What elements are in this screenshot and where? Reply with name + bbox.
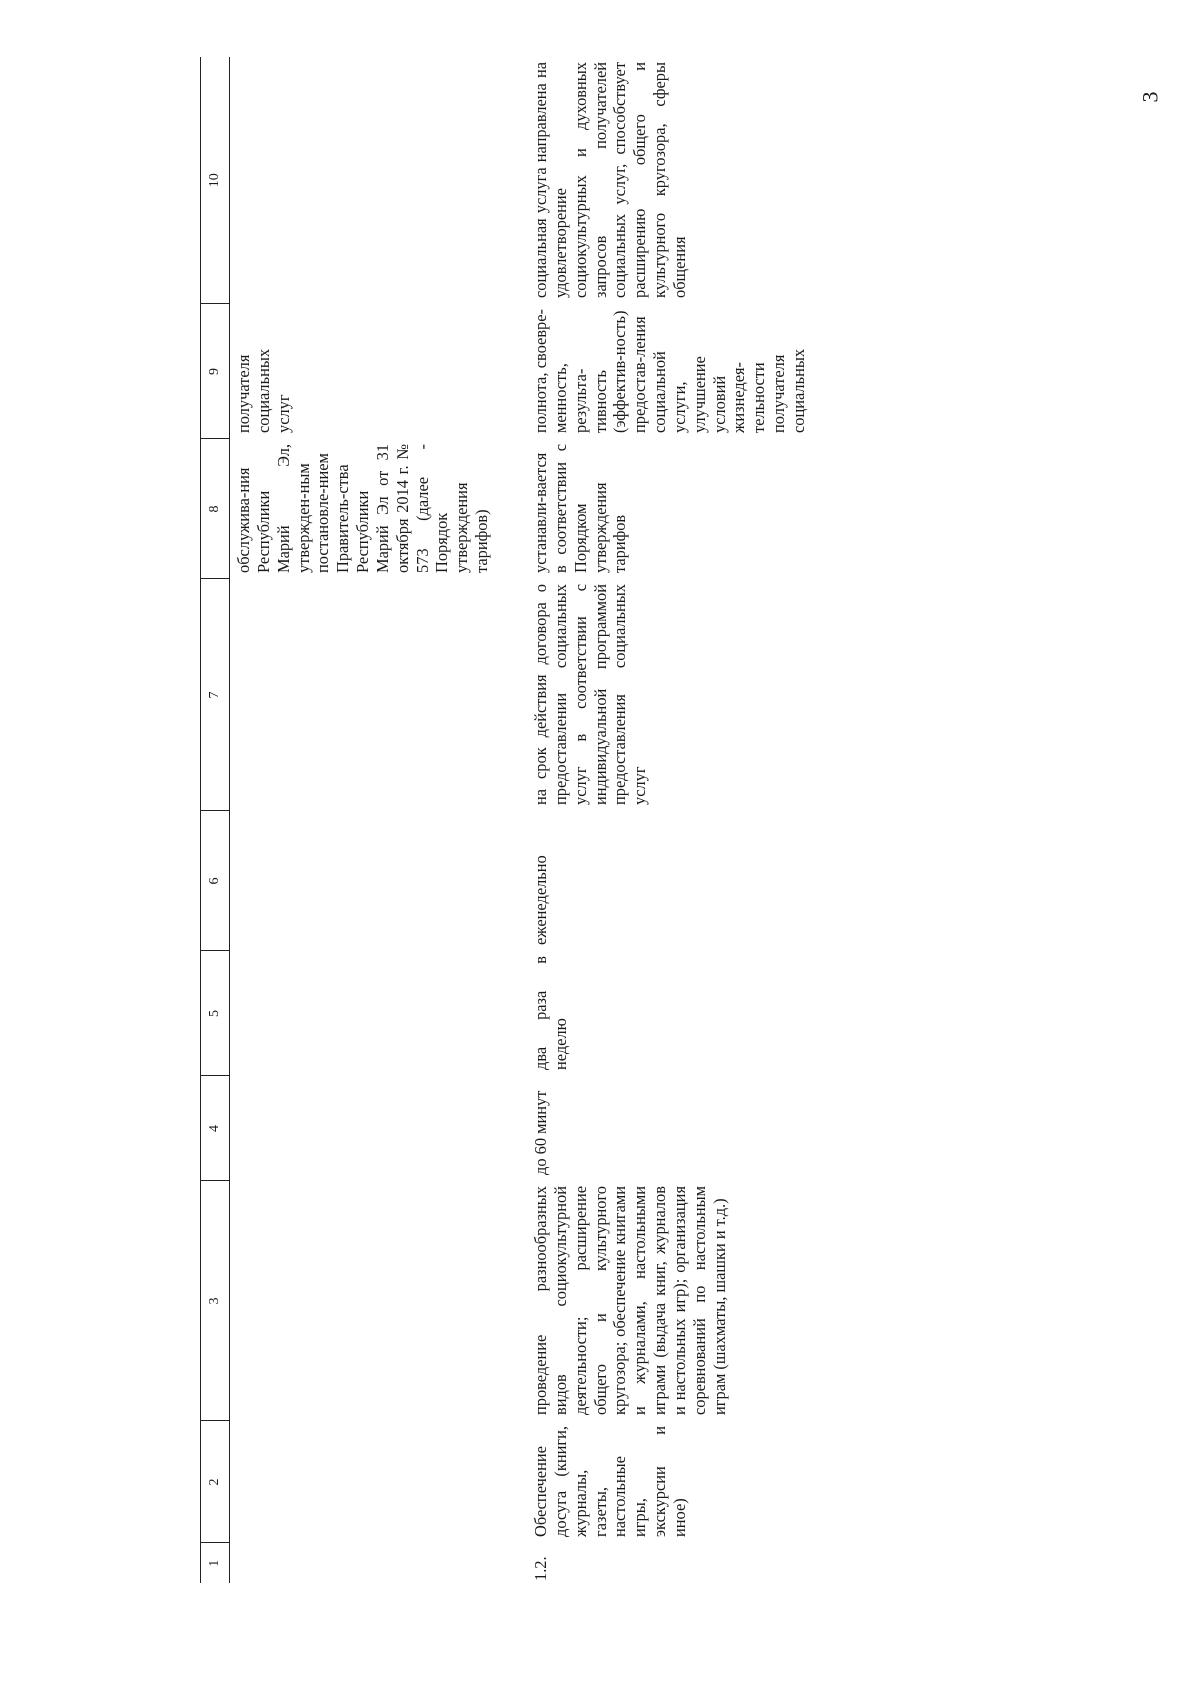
duration-cell: до 60 минут <box>531 1090 550 1175</box>
frequency-cell: два раза в неделю <box>531 956 570 1070</box>
quality-cell: полнота, своевре-менность, результа-тивность (эффектив-ность) предостав-ления социальной услуги, улучшение условий жизнедея-тельности получателя социальных <box>531 309 808 433</box>
col-header-9: 9 <box>201 304 230 439</box>
conditions-cell: социальная услуга направлена на удовлетворение социокультурных и духовных запросов получателей социальных услуг, способствует расширению общего и культурного кругозора, сферы общения <box>531 62 689 298</box>
col-header-6: 6 <box>201 811 230 951</box>
continuation-row <box>230 57 528 1583</box>
table-row <box>527 57 817 1583</box>
tariff-cell: устанавли-вается в соответствии с Порядком утверждения тарифов <box>531 444 630 573</box>
col-header-10: 10 <box>201 57 230 304</box>
col-header-4: 4 <box>201 1076 230 1181</box>
cont-tariff-cell: обслужива-ния Республики Марий Эл, утвержден-ным постановле-нием Правитель-ства Республики Марий Эл от 31 октября 2014 г. № 573 (далее - Порядок утверждения тарифов) <box>234 444 492 573</box>
col-header-8: 8 <box>201 439 230 579</box>
services-table-wrapper <box>200 57 817 1583</box>
unit-cell: еженедельно <box>531 855 550 945</box>
col-header-3: 3 <box>201 1181 230 1421</box>
service-description-cell: проведение разнообразных видов социокультурной деятельности; расширение общего и культурного кругозора; обеспечение книгами и журналами, настольными играми (выдача книг, журналов и настольных игр); организация соревнований по настольным играм (шахматы, шашки и т.д.) <box>531 1186 729 1415</box>
row-number-cell: 1.2. <box>531 1556 550 1581</box>
services-table <box>200 57 817 1583</box>
col-header-2: 2 <box>201 1421 230 1543</box>
page-number: 3 <box>1137 91 1163 103</box>
cont-quality-cell: получателя социальных услуг <box>234 348 293 433</box>
service-name-cell: Обеспечение досуга (книги, журналы, газеты, настольные игры, экскурсии и иное) <box>531 1426 689 1537</box>
column-number-row <box>201 57 230 1583</box>
col-header-1: 1 <box>201 1543 230 1583</box>
col-header-7: 7 <box>201 579 230 811</box>
col-header-5: 5 <box>201 951 230 1076</box>
term-cell: на срок действия договора о предоставлении социальных услуг в соответствии с индивидуальной программой предоставления социальных услуг <box>531 584 650 805</box>
